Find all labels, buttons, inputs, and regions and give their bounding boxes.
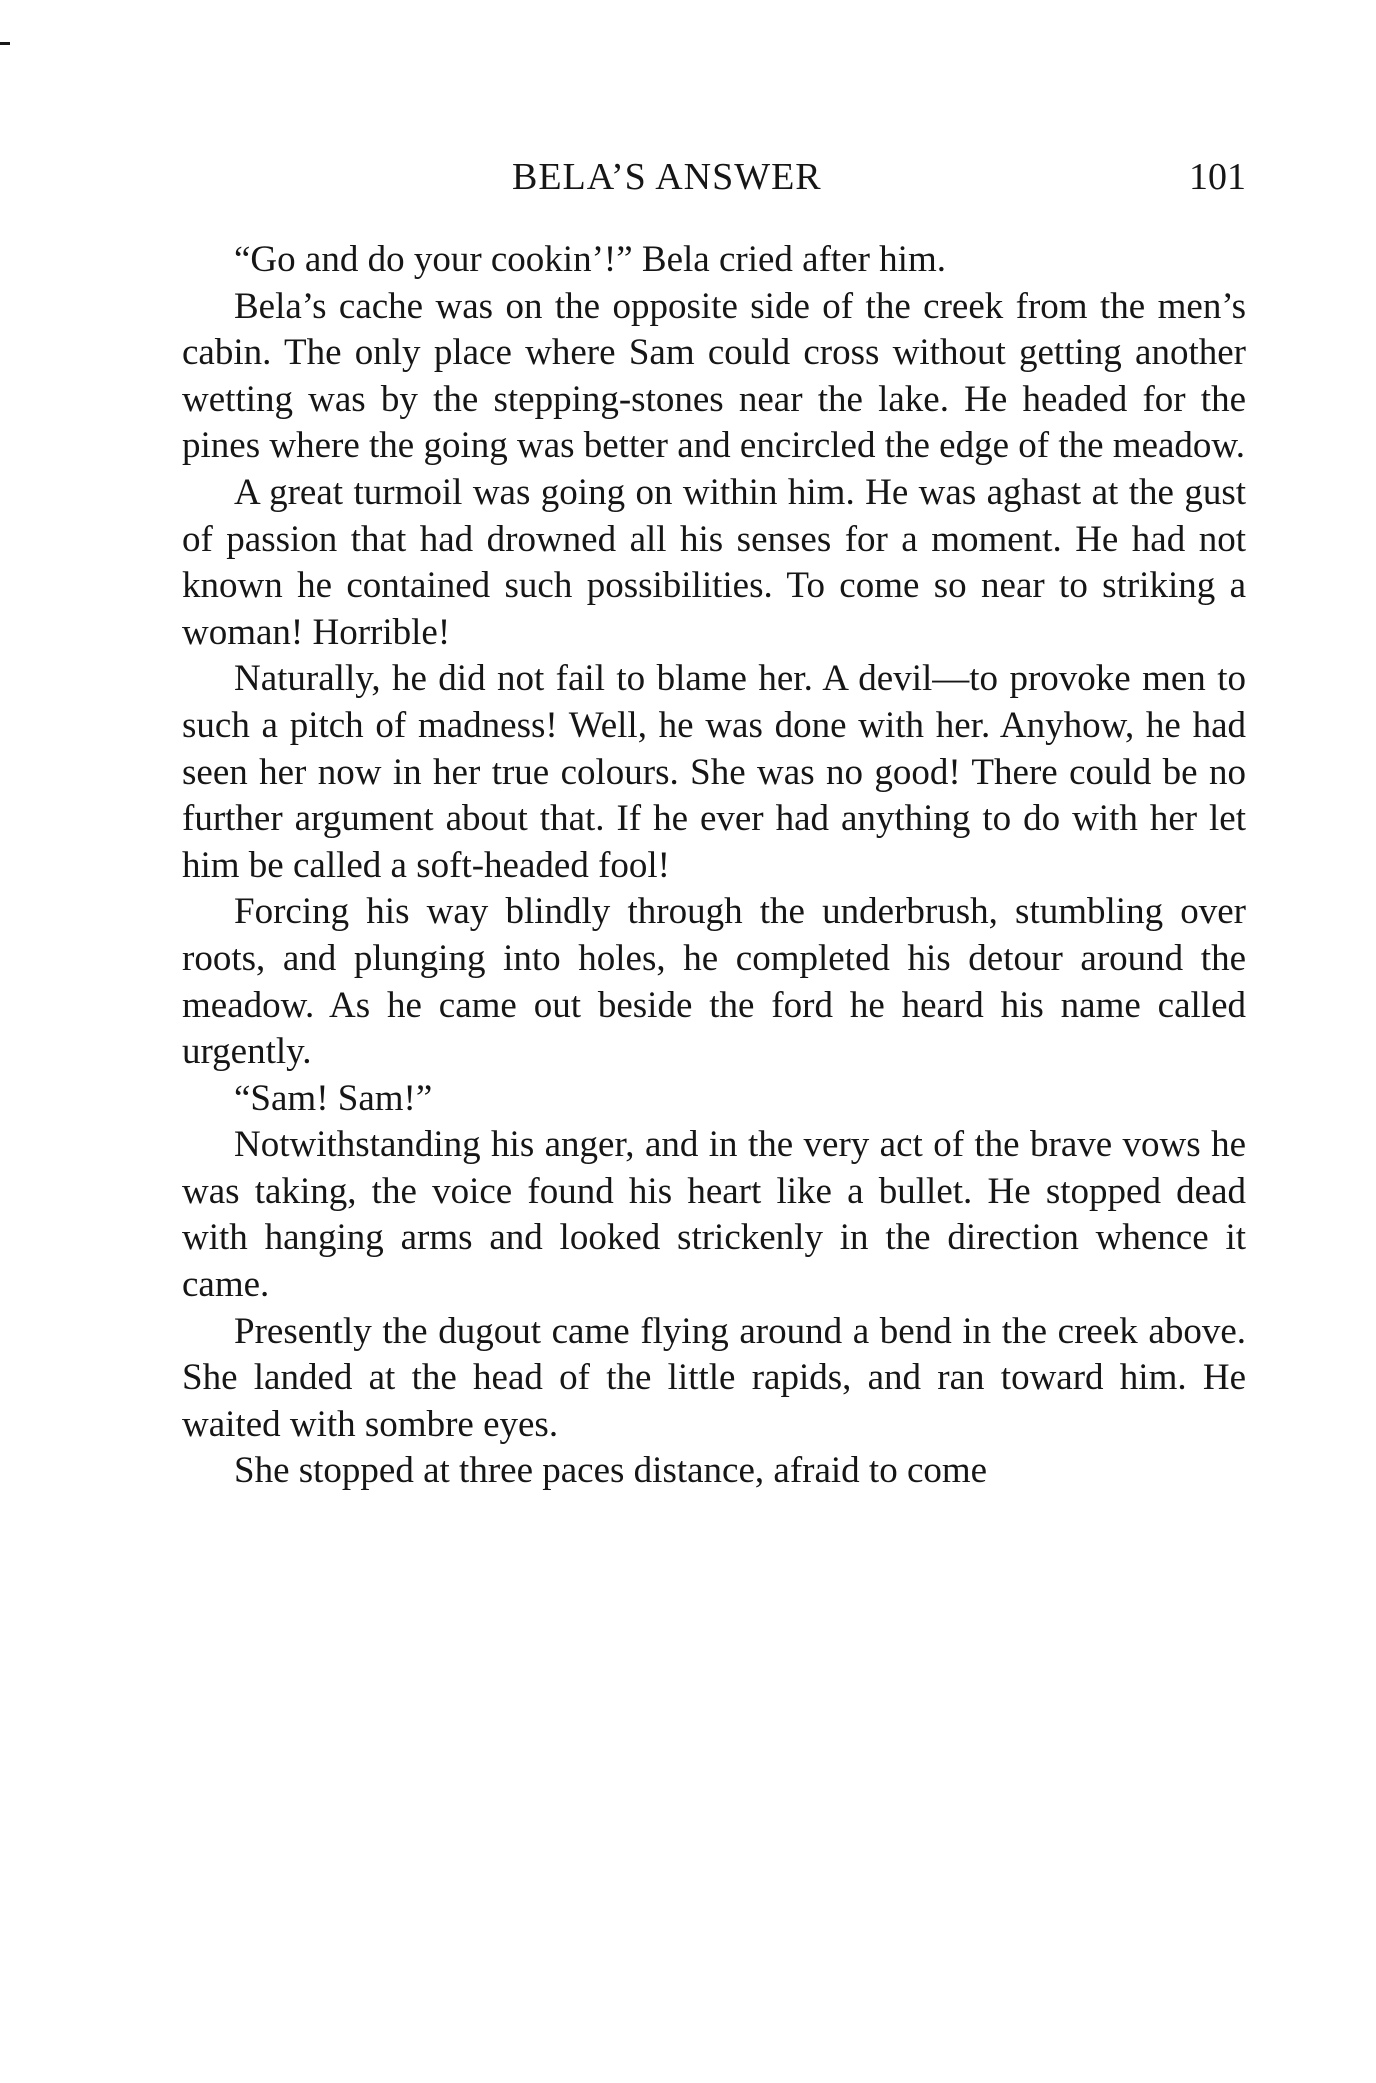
paragraph: Notwithstanding his anger, and in the very act of the brave vows he was taking, the voice found his heart like a bullet. He stopped dead with hanging arms and looked strickenly in the direction whence it came. — [182, 1124, 1246, 1306]
scan-edge-mark — [0, 42, 10, 45]
running-title: BELA’S ANSWER — [512, 156, 822, 198]
paragraph: Bela’s cache was on the opposite side of the creek from the men’s cabin. The only place where Sam could cross without getting another wetting was by the stepping-stones near the lake. He headed for the pines where the going was better and encircled the edge of the meadow. — [182, 285, 1246, 467]
page-number: 101 — [1189, 156, 1246, 198]
paragraph: “Sam! Sam!” — [234, 1077, 433, 1119]
paragraph: Naturally, he did not fail to blame her. A devil—to provoke men to such a pitch of madness! Well, he was done with her. Anyhow, he had seen her now in her true colours. She was no good! There could be no further argument about that. If he ever had anything to do with her let him be called a soft-headed fool! — [182, 658, 1246, 886]
paragraph: She stopped at three paces distance, afraid to come — [234, 1450, 988, 1492]
paragraph: A great turmoil was going on within him. He was aghast at the gust of passion that had drowned all his senses for a moment. He had not known he contained such possibilities. To come so near to striking a woman! Horrible! — [182, 471, 1246, 653]
paragraph: “Go and do your cookin’!” Bela cried after him. — [234, 239, 946, 280]
body-text — [182, 237, 1246, 1495]
paragraph: Forcing his way blindly through the underbrush, stumbling over roots, and plunging into holes, he completed his detour around the meadow. As he came out beside the ford he heard his name called urgently. — [182, 891, 1246, 1073]
paragraph: Presently the dugout came flying around a bend in the creek above. She landed at the head of the little rapids, and ran toward him. He waited with sombre eyes. — [182, 1310, 1246, 1445]
running-head — [182, 155, 1246, 205]
